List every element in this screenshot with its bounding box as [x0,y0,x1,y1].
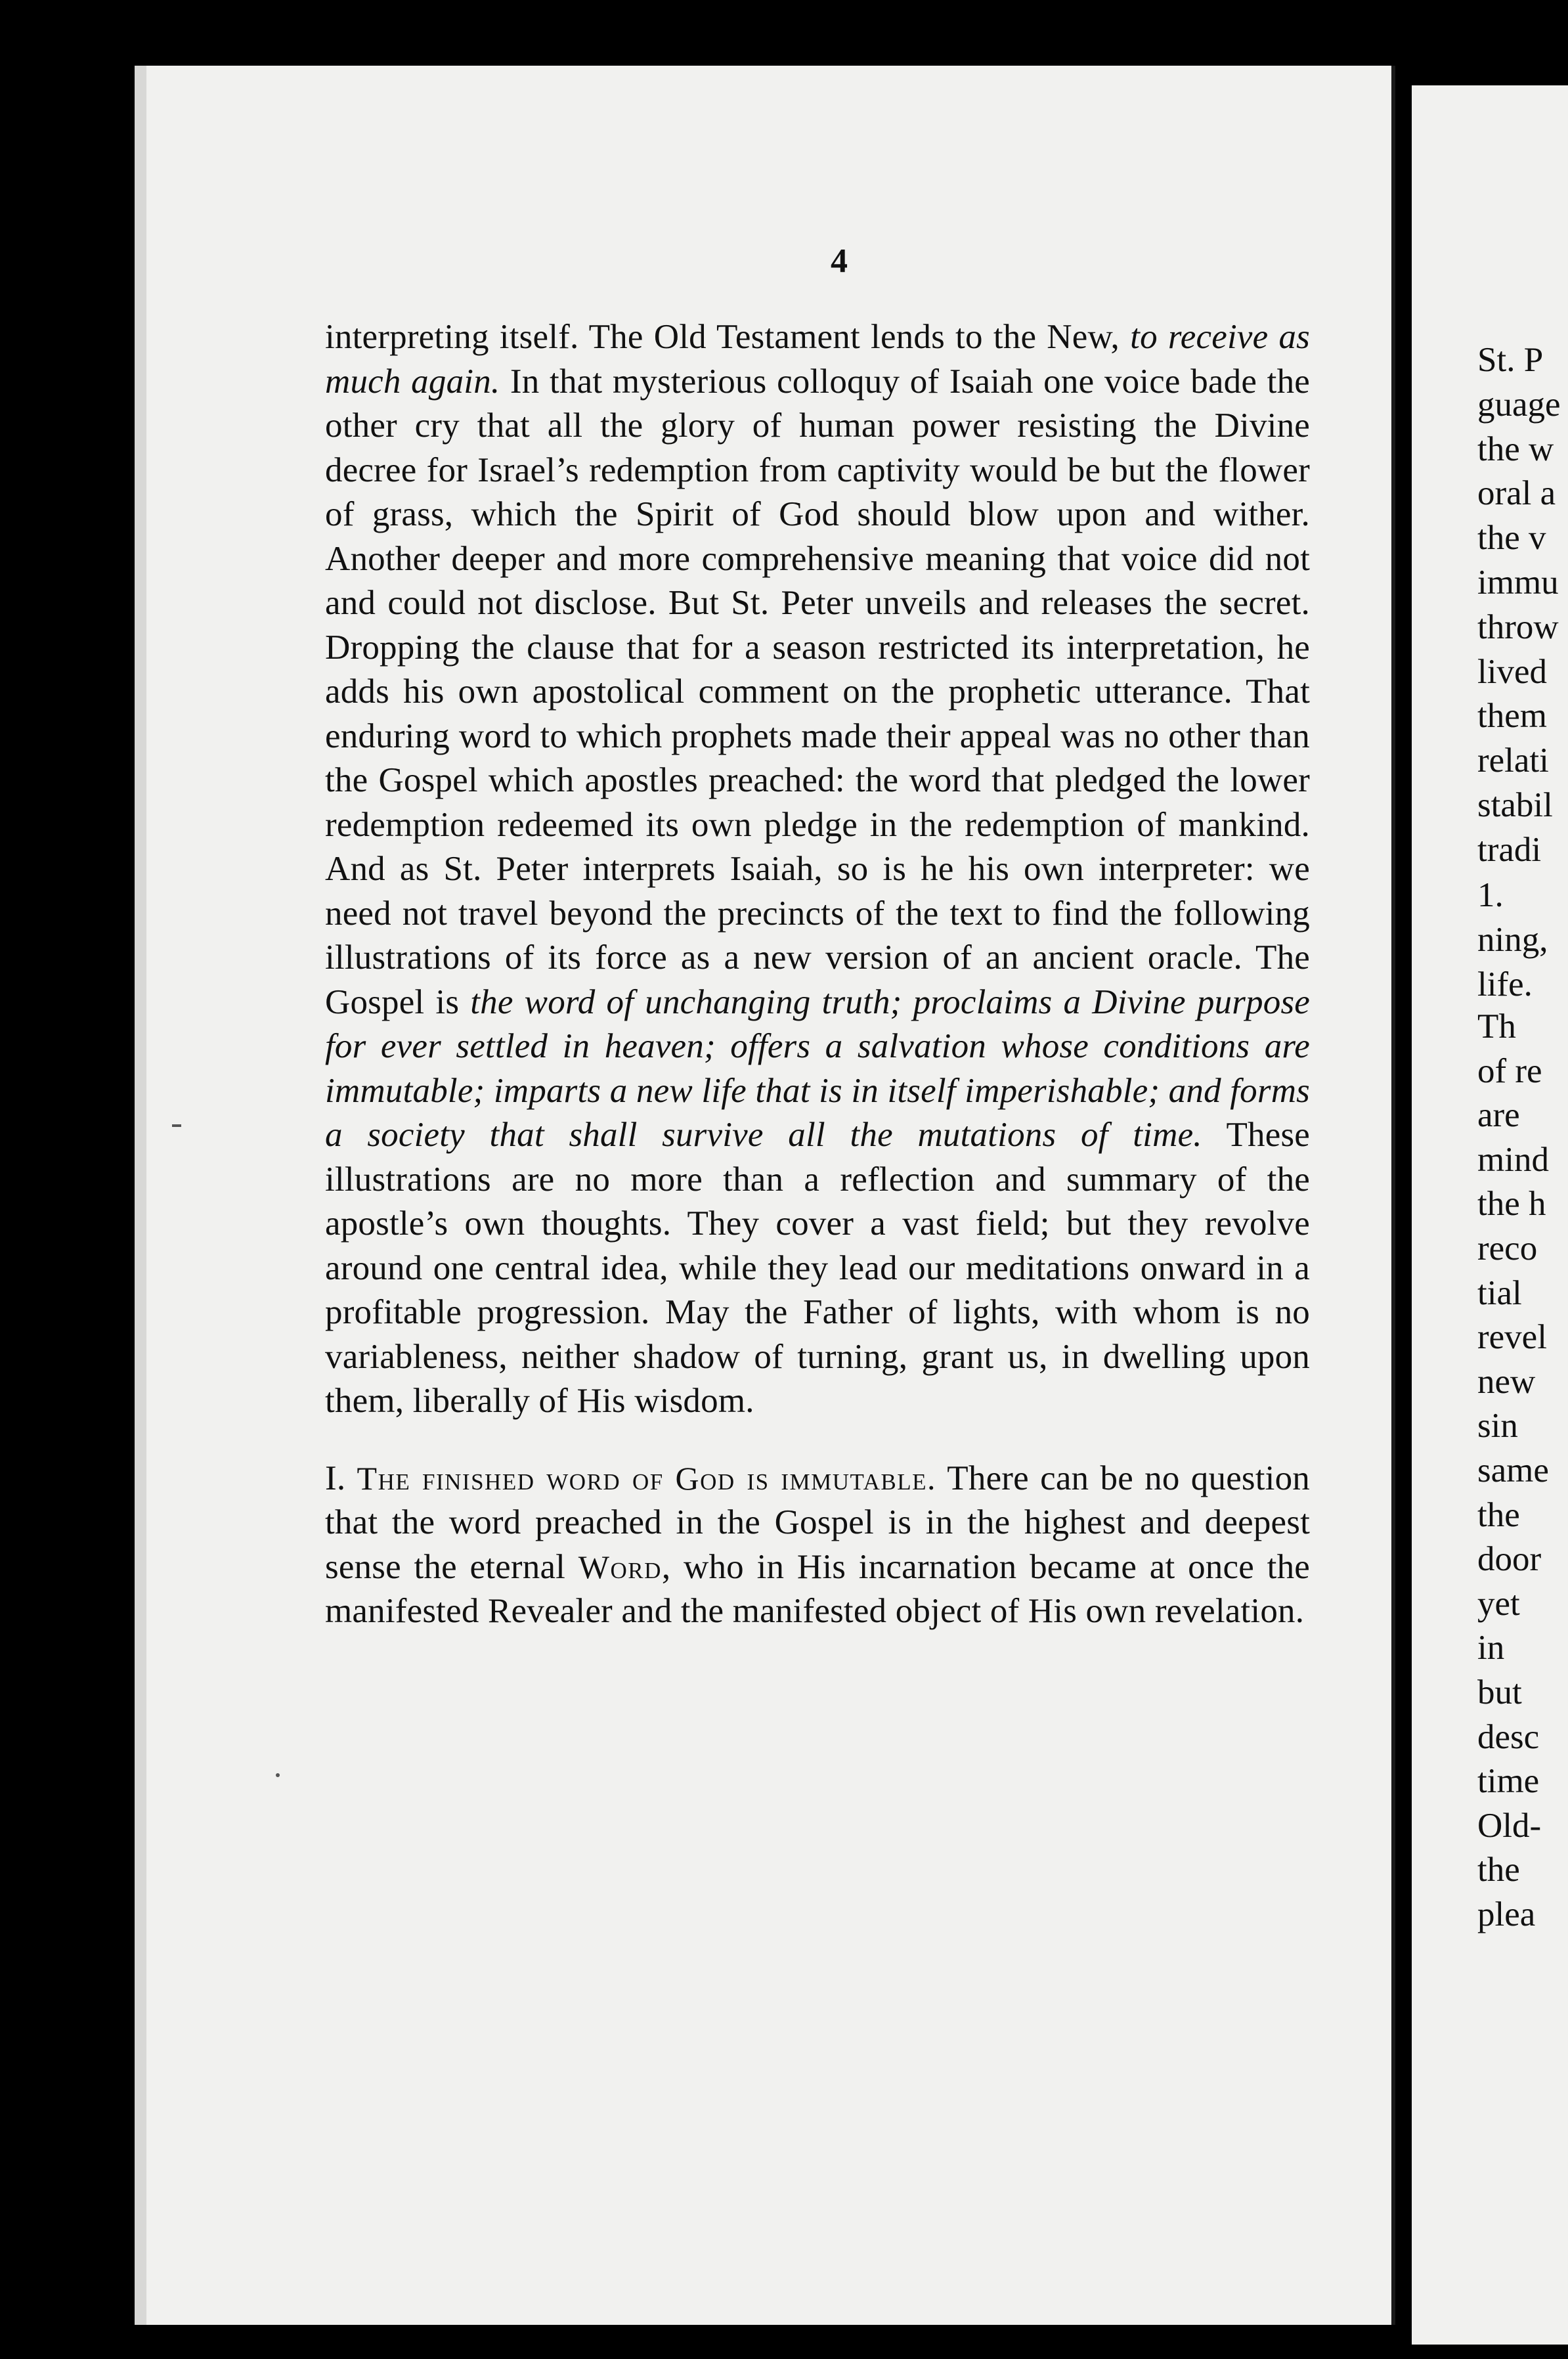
body-text [325,315,1310,1634]
text-run: There can be no question that the word preached in the Gospel is in the highest and deepest sense the eternal [325,1459,1310,1586]
page-gutter-shadow [1391,66,1395,2325]
facing-page-line: new [1477,1362,1536,1401]
facing-page-line: time [1477,1762,1540,1801]
facing-page-line: are [1477,1096,1520,1135]
facing-page-line: of re [1477,1051,1542,1090]
facing-page-line: lived [1477,652,1547,691]
margin-mark [172,1124,181,1127]
text-run: , who in His incarnation became at once the manifested Revealer and the manifested object of His own revelation. [325,1547,1310,1630]
text-run: Word [578,1548,662,1585]
facing-page-line: mind [1477,1140,1549,1179]
paragraph-2 [325,1457,1310,1634]
text-run: These illustrations are no more than a reflection and summary of the apostle’s own thoughts. They cover a vast field; but they revolve around one central idea, while they lead our meditations onward in a profitable progression. May the Father of lights, with whom is no variableness, neither shadow of turning, grant us, in dwelling upon them, liberally of His wisdom. [325,1116,1310,1420]
facing-page-line: Old- [1477,1806,1542,1845]
facing-page-line: 1. [1477,876,1504,914]
facing-page-line: tradi [1477,830,1542,869]
facing-page-line: throw [1477,607,1559,646]
facing-page-line: the v [1477,519,1546,558]
facing-page-line: the h [1477,1185,1546,1224]
facing-page-line: the w [1477,430,1554,468]
text-run: In that mysterious colloquy of Isaiah one voice bade the other cry that all the glory of human power resisting the Divine decree for Israel’s redemption from captivity would be but the flower of grass, which the Spirit of God should blow upon and wither. Another deeper and more comprehensive meaning that voice did not and could not disclose. But St. Peter unveils and releases the secret. Dropping the clause that for a season restricted its interpretation, he adds his own apostolical comment on the prophetic utterance. That enduring word to which prophets made their appeal was no other than the Gospel which apostles preached: the word that pledged the lower redemption redeemed its own pledge in the redemption of mankind. And as St. Peter interprets Isaiah, so is he his own interpreter: we need not travel beyond the precincts of the text to find the following illustrations of its force as a new version of an ancient oracle. The Gospel is [325,362,1310,1021]
facing-page-line: guage [1477,385,1561,424]
facing-page-line: ning, [1477,921,1548,959]
text-run: I. [325,1459,357,1497]
facing-page-line: same [1477,1451,1549,1489]
facing-page-line: plea [1477,1895,1536,1933]
facing-page-line: door [1477,1540,1542,1579]
text-run: interpreting itself. The Old Testament lends to the New, [325,318,1131,356]
facing-page-line: but [1477,1673,1522,1711]
facing-page-line: in [1477,1629,1505,1667]
facing-page-line: the [1477,1495,1520,1534]
facing-page-line: revel [1477,1318,1547,1357]
facing-page-line: oral a [1477,474,1556,513]
facing-page-line: St. P [1477,341,1544,379]
facing-page-line: immu [1477,563,1559,602]
facing-page-line: the [1477,1851,1520,1889]
text-run: to receive as much again. [325,318,1310,401]
text-run: the word of unchanging truth; proclaims a Divine purpose for ever settled in heaven; offers a salvation whose conditions are immutable; imparts a new life that is in itself imperishable; and forms a society that shall survive all the mutations of time. [325,982,1310,1154]
facing-page-line: reco [1477,1229,1538,1268]
facing-page-line: life. [1477,965,1533,1003]
text-run: The finished word of God is immutable. [357,1459,937,1497]
facing-page-line: stabil [1477,786,1553,824]
facing-page [1412,85,1568,2345]
page-number: 4 [831,242,848,280]
paragraph-1 [325,315,1310,1424]
facing-page-line: tial [1477,1273,1522,1312]
facing-page-line: them [1477,697,1547,736]
facing-page-line: desc [1477,1717,1540,1756]
facing-page-line: yet [1477,1584,1520,1623]
facing-page-line: relati [1477,741,1549,780]
margin-mark [276,1773,280,1777]
facing-page-line: Th [1477,1007,1516,1046]
facing-page-line: sin [1477,1407,1518,1445]
